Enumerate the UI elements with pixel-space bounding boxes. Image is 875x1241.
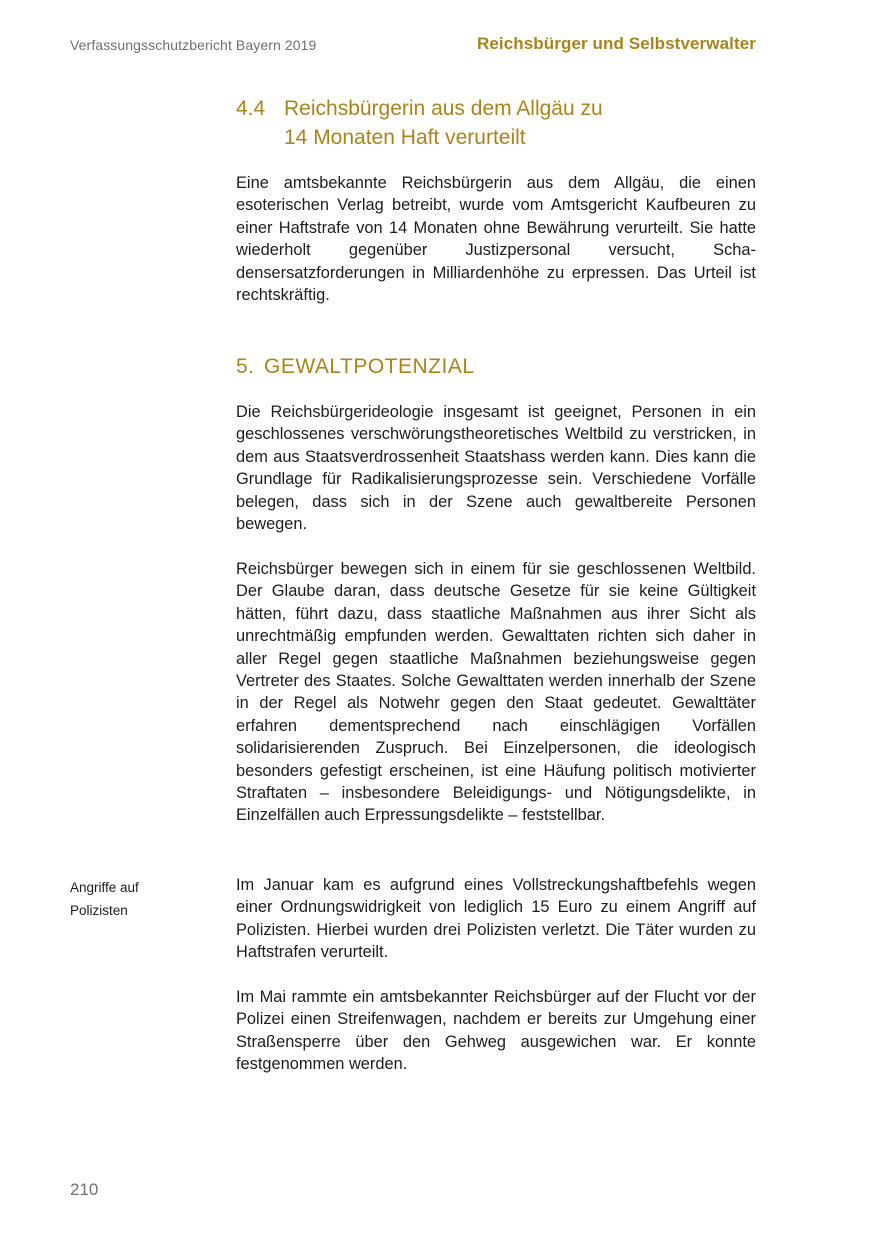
- section-5-paragraph-4: Im Mai rammte ein amtsbekannter Reichsbürger auf der Flucht vor der Polizei einen Streifenwagen, nachdem er bereits zur Umgehung einer Straßensperre über den Gehweg ausgewichen war. Er konnte festgenommen werden.: [236, 988, 756, 1074]
- margin-note-line1: Angriffe auf: [70, 880, 139, 895]
- section-5-title: GEWALTPOTENZIAL: [264, 355, 475, 378]
- section-4-4-heading: [236, 94, 776, 152]
- section-5-paragraph-1: Die Reichsbürgerideologie insgesamt ist geeignet, Personen in ein geschlossenes verschwörungstheoretisches Weltbild zu verstricken, in dem aus Staatsverdrossenheit Staatshass werden kann. Dies kann die Grundlage für Radikalisierungsprozesse sein. Verschiedene Vorfälle belegen, dass sich in der Szene auch gewaltbereite Personen bewegen.: [236, 403, 756, 534]
- section-5-paragraph-2: Reichsbürger bewegen sich in einem für sie geschlossenen Weltbild. Der Glaube daran, dass deutsche Gesetze für sie keine Gültigkeit hätten, führt dazu, dass staatliche Maßnahmen aus ihrer Sicht als unrechtmäßig empfunden werden. Gewalttaten richten sich daher in aller Regel gegen staatliche Maßnahmen beziehungsweise gegen Vertreter des Staates. Solche Gewalttaten werden innerhalb der Szene in der Regel als Notwehr gegen den Staat gedeutet. Gewalttäter erfahren dementsprechend nach einschlägigen Vorfällen solidarisierenden Zuspruch. Bei Einzelpersonen, die ideologisch besonders gefestigt erscheinen, ist eine Häufung politisch motivierter Straftaten – insbesondere Beleidigungs- und Nötigungsdelikte, in Einzelfällen auch Erpressungsdelikte – feststellbar.: [236, 560, 756, 825]
- section-5-paragraph-3: Im Januar kam es aufgrund eines Vollstreckungshaftbefehls wegen einer Ordnungswidrigkeit von lediglich 15 Euro zu einem Angriff auf Polizisten. Hierbei wurden drei Polizisten verletzt. Die Täter wurden zu Haftstrafen verurteilt.: [236, 876, 756, 962]
- section-5-number: 5.: [236, 355, 255, 378]
- section-4-4-title-line2: 14 Monaten Haft verurteilt: [284, 126, 526, 149]
- margin-note: [70, 876, 200, 922]
- section-4-4-title-line1: Reichsbürgerin aus dem Allgäu zu: [284, 97, 603, 120]
- margin-note-line2: Polizisten: [70, 903, 128, 918]
- running-header-chapter: Reichsbürger und Selbstverwalter: [476, 34, 756, 53]
- running-header-publication: Verfassungsschutzbericht Bayern 2019: [70, 37, 317, 53]
- section-4-4-number: 4.4: [236, 97, 266, 120]
- section-5-heading: [236, 352, 776, 381]
- page-number: 210: [70, 1180, 99, 1199]
- section-4-4-body: Eine amtsbekannte Reichsbürgerin aus dem Allgäu, die einen esoterischen Verlag betreibt, wurde vom Amtsgericht Kaufbeuren zu einer Haftstrafe von 14 Monaten ohne Bewährung verurteilt. Sie hatte wiederholt gegenüber Justizpersonal versucht, Schadensersatzforderungen in Milliardenhöhe zu erpressen. Das Urteil ist rechtskräftig.: [236, 174, 756, 305]
